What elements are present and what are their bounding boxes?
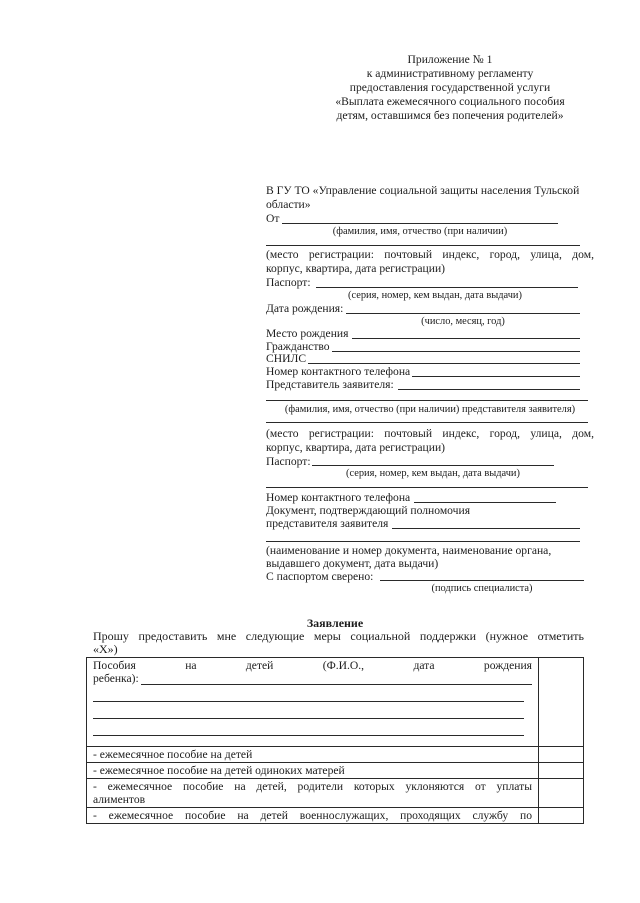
- child-info-field-4[interactable]: [93, 719, 524, 736]
- mark-checkbox[interactable]: [539, 763, 584, 779]
- authority-document-field[interactable]: [392, 528, 580, 529]
- citizenship-label: Гражданство: [266, 340, 330, 353]
- support-measures-table: [86, 657, 584, 824]
- representative-fio-field[interactable]: [266, 400, 588, 401]
- mark-checkbox[interactable]: [539, 658, 584, 747]
- birth-place-field[interactable]: [352, 338, 580, 339]
- representative-field[interactable]: [398, 389, 580, 390]
- representative-passport-field[interactable]: [312, 465, 554, 466]
- fio-hint: (фамилия, имя, отчество (при наличии): [332, 226, 508, 237]
- appendix-line: «Выплата ежемесячного социального пособия: [335, 95, 565, 108]
- representative-label: Представитель заявителя:: [266, 378, 394, 391]
- monthly-child-benefit-label: - ежемесячное пособие на детей: [93, 748, 253, 761]
- addressee-to: В ГУ ТО «Управление социальной защиты населения Тульской: [266, 184, 580, 197]
- representative-registration-hint-cont: корпус, квартира, дата регистрации): [266, 441, 446, 454]
- specialist-signature-field[interactable]: [380, 580, 584, 581]
- measure-cell: [87, 763, 539, 779]
- passport-field[interactable]: [316, 287, 578, 288]
- birth-place-label: Место рождения: [266, 327, 349, 340]
- statement-intro-cont: «Х»): [93, 642, 118, 656]
- measure-cell: [87, 747, 539, 763]
- representative-phone-label: Номер контактного телефона: [266, 491, 411, 504]
- representative-passport-hint: (серия, номер, кем выдан, дата выдачи): [346, 468, 520, 479]
- measure-cell: [87, 779, 539, 808]
- child-info-field-2[interactable]: [93, 685, 524, 702]
- child-benefit-label: Пособия на детей (Ф.И.О., дата рождения: [93, 659, 532, 672]
- child-info-field-3[interactable]: [93, 702, 524, 719]
- authority-document-label-cont: представителя заявителя: [266, 517, 389, 530]
- authority-document-hint-cont: выдавшего документ, дата выдачи): [266, 557, 439, 570]
- mark-checkbox[interactable]: [539, 747, 584, 763]
- passport-hint: (серия, номер, кем выдан, дата выдачи): [348, 290, 522, 301]
- mark-checkbox[interactable]: [539, 808, 584, 824]
- representative-phone-field[interactable]: [414, 502, 556, 503]
- single-mother-benefit-label: - ежемесячное пособие на детей одиноких матерей: [93, 764, 345, 777]
- representative-registration-hint: (место регистрации: почтовый индекс, город, улица, дом,: [266, 427, 594, 440]
- measure-cell: [87, 658, 539, 747]
- table-row: [87, 763, 584, 779]
- fio-field[interactable]: [282, 223, 558, 224]
- passport-verified-label: С паспортом сверено:: [266, 570, 374, 583]
- representative-passport-label: Паспорт:: [266, 455, 311, 468]
- table-row: [87, 808, 584, 824]
- phone-label: Номер контактного телефона: [266, 365, 411, 378]
- measure-cell: [87, 808, 539, 824]
- representative-fio-hint: (фамилия, имя, отчество (при наличии) представителя заявителя): [284, 404, 576, 415]
- passport-label: Паспорт:: [266, 276, 311, 289]
- statement-title: Заявление: [306, 616, 364, 630]
- authority-document-hint: (наименование и номер документа, наименование органа,: [266, 544, 552, 557]
- table-row: [87, 779, 584, 808]
- birth-date-label: Дата рождения:: [266, 302, 344, 315]
- representative-passport-field-2[interactable]: [266, 487, 588, 488]
- child-benefit-label-cont: ребенка):: [93, 672, 139, 685]
- military-children-benefit-label: - ежемесячное пособие на детей военнослужащих, проходящих службу по: [93, 809, 532, 822]
- alimony-evasion-benefit-label: - ежемесячное пособие на детей, родители которых уклоняются от уплаты: [93, 780, 532, 793]
- appendix-number: Приложение № 1: [407, 53, 493, 66]
- alimony-evasion-benefit-label-cont: алиментов: [93, 793, 146, 806]
- addressee-to-cont: области»: [266, 198, 311, 211]
- phone-field[interactable]: [412, 376, 580, 377]
- registration-hint: (место регистрации: почтовый индекс, город, улица, дом,: [266, 248, 594, 261]
- statement-intro: Прошу предоставить мне следующие меры социальной поддержки (нужное отметить: [93, 629, 584, 643]
- appendix-line: детям, оставшимся без попечения родителей»: [336, 109, 564, 122]
- snils-field[interactable]: [308, 363, 580, 364]
- appendix-line: к административному регламенту: [366, 67, 534, 80]
- from-label: От: [266, 212, 280, 225]
- authority-document-label: Документ, подтверждающий полномочия: [266, 504, 471, 517]
- birth-date-field[interactable]: [346, 313, 580, 314]
- child-info-field[interactable]: [141, 684, 532, 685]
- birth-date-hint: (число, месяц, год): [421, 316, 505, 327]
- citizenship-field[interactable]: [332, 351, 580, 352]
- registration-hint-cont: корпус, квартира, дата регистрации): [266, 262, 446, 275]
- snils-label: СНИЛС: [266, 352, 307, 365]
- mark-checkbox[interactable]: [539, 779, 584, 808]
- table-row: [87, 747, 584, 763]
- authority-document-field-2[interactable]: [266, 541, 580, 542]
- registration-field[interactable]: [266, 245, 580, 246]
- table-row: [87, 658, 584, 747]
- specialist-signature-hint: (подпись специалиста): [431, 583, 533, 594]
- appendix-line: предоставления государственной услуги: [349, 81, 551, 94]
- representative-registration-field[interactable]: [266, 422, 588, 423]
